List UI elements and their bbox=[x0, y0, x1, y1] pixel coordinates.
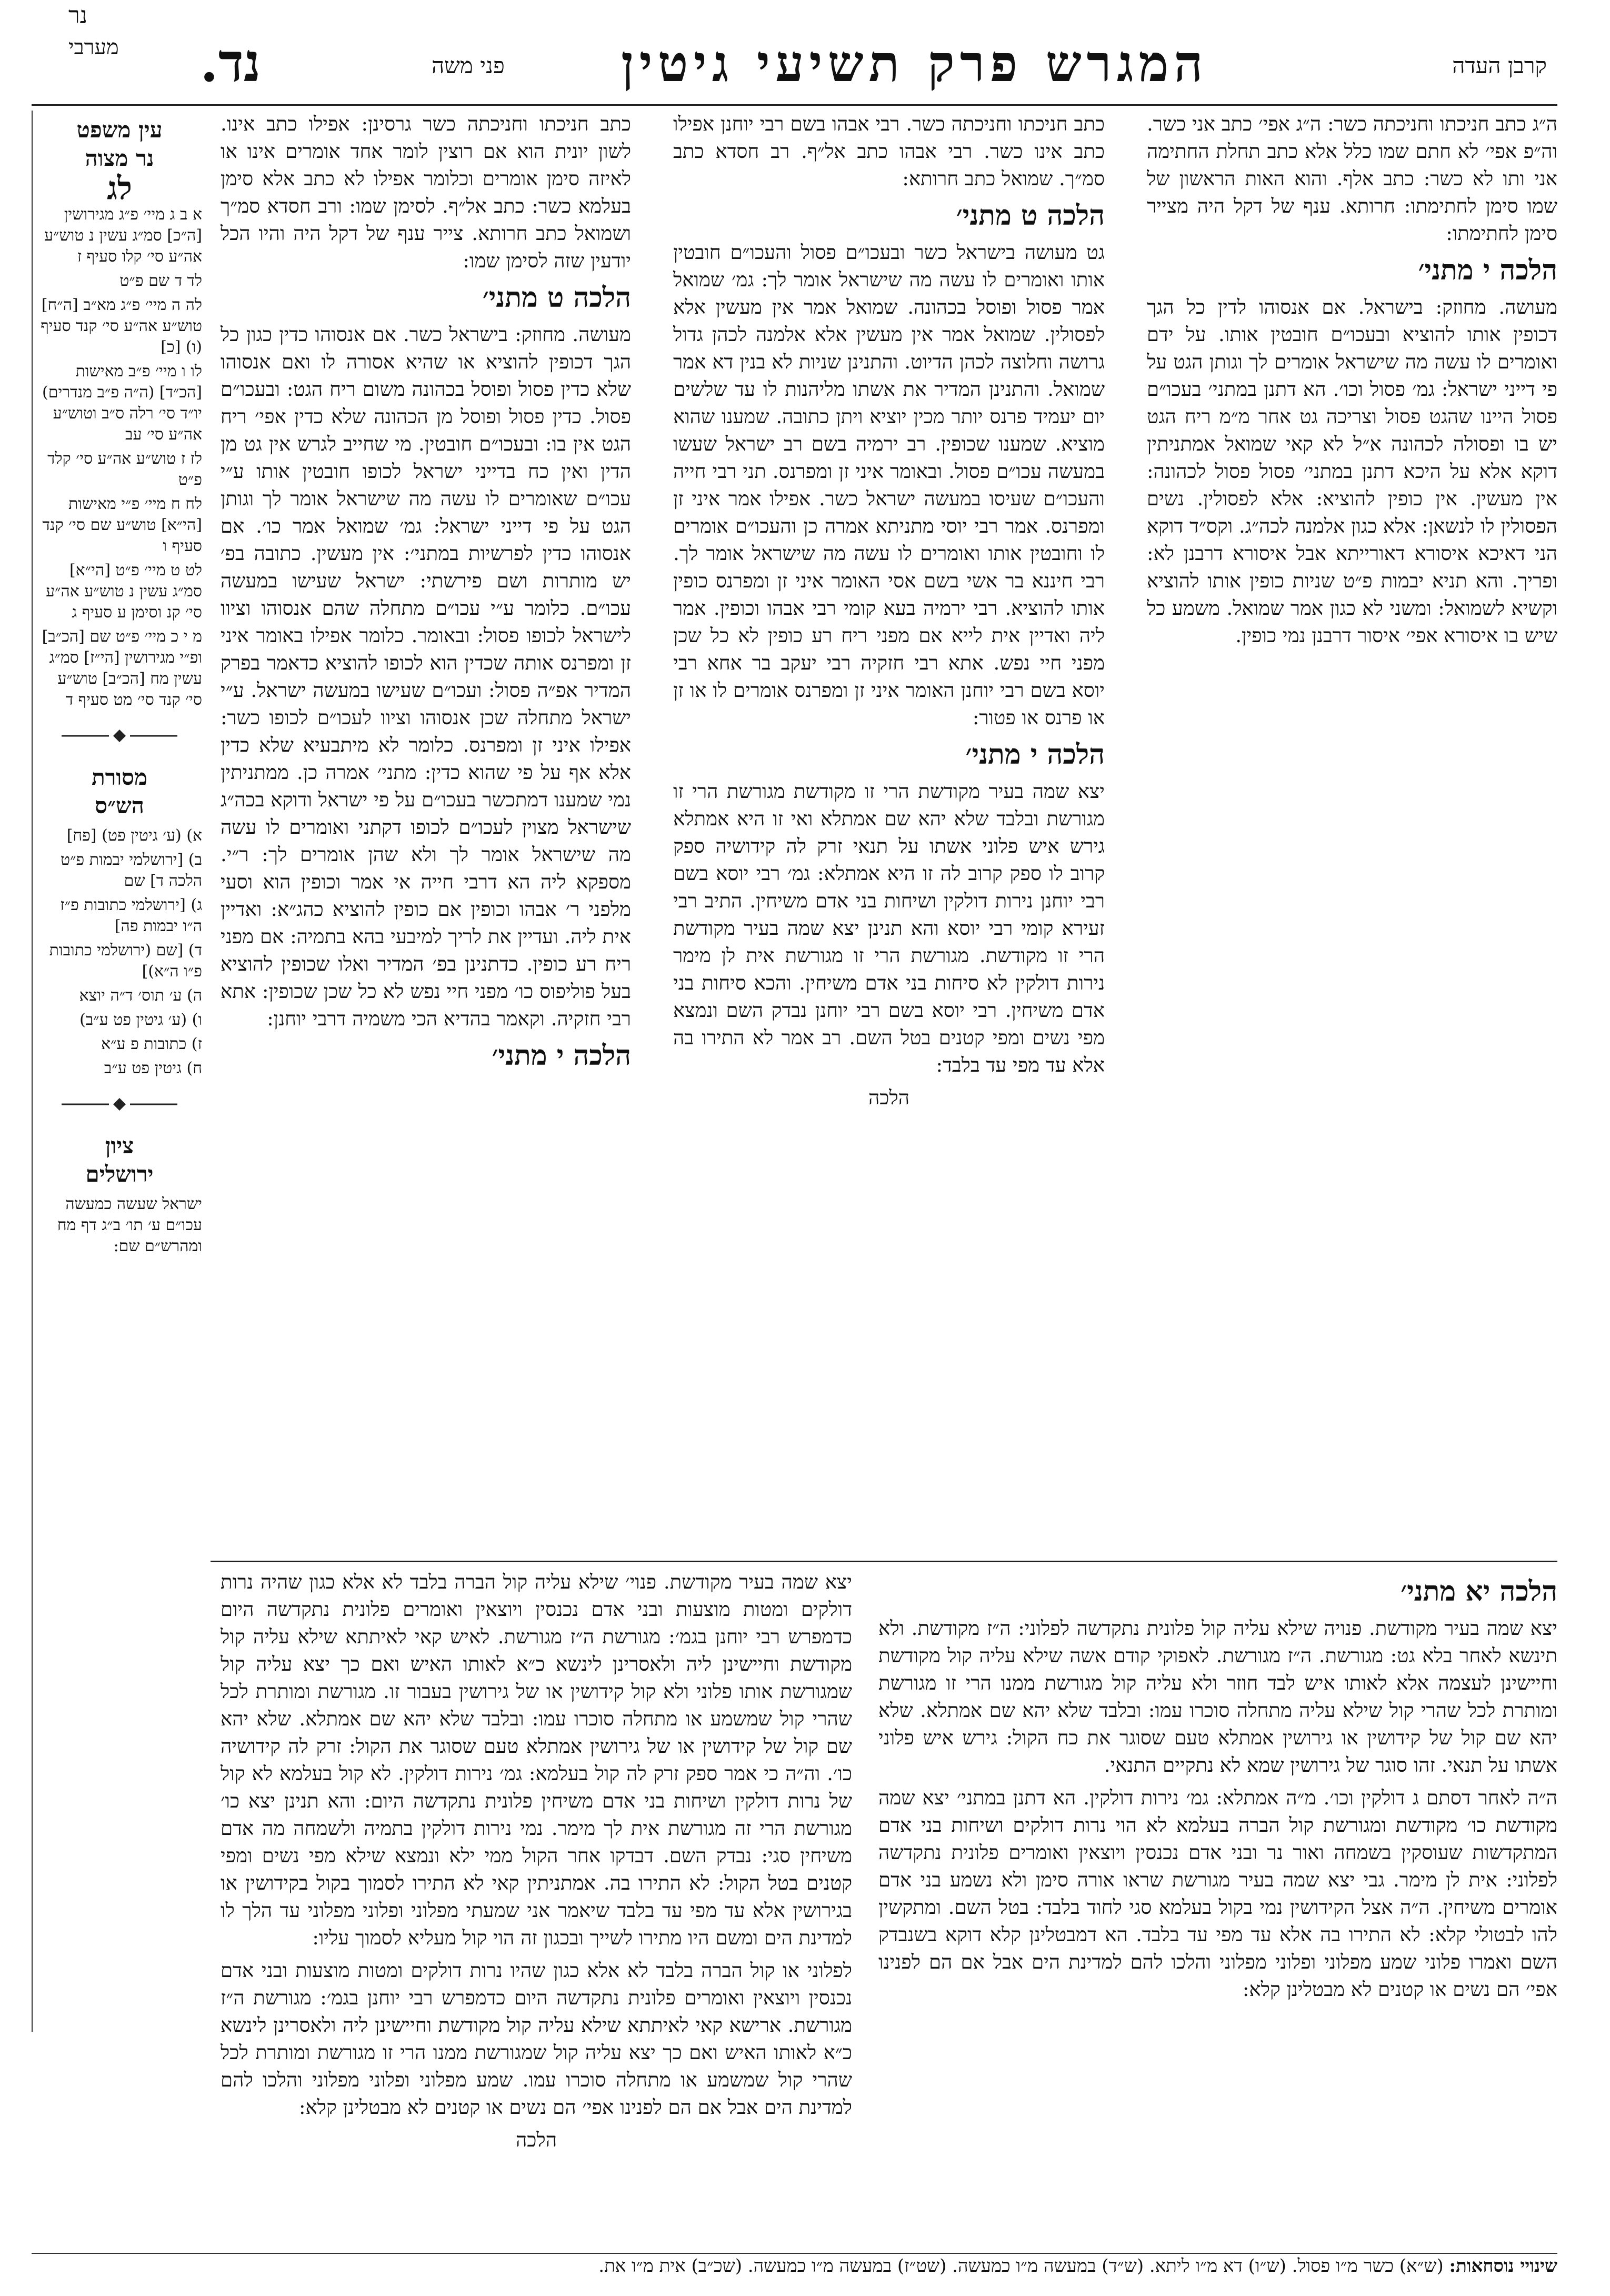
variant-readings-label: שינויי נוסחאות: bbox=[1449, 2255, 1557, 2277]
commentary-paragraph: כתב חניכתו וחניכתה כשר גרסינן: אפילו כתב אינו. לשון יונית הוא אם רוצין לומר אחד אומרים אינו או לאיזה סימן אומרים וכלומר אפילו לא כתב אלא סימן בעלמא כשר: כתב אל״ף. לסימן שמו: ורב חסדא סמ״ך ושמואל כתב חרותא. צייר ענף של דקל היה והיו הכל יודעין שזה לסימן שמו: bbox=[221, 113, 631, 272]
margin-item: לו ו מיי׳ פ״ב מאישות [הכ״ד] (ה״ה פ״ב מנדרים) יו״ד סי׳ רלה ס״ב וטוש״ע אה״ע סי׳ עב bbox=[42, 362, 202, 444]
halacha-heading: הלכה ט מתני׳ bbox=[482, 282, 631, 314]
yerushalayim-label: ירושלים bbox=[85, 1161, 154, 1187]
header-pnei-moshe: פני משה bbox=[432, 53, 505, 78]
commentary-paragraph: ה״ה לאחר דסתם ג דולקין וכו׳. מ״ה אמתלא: גמ׳ נירות דולקין. הא דתנן במתני׳ יצא שמה מקודשת כו׳ מקודשת ומגורשת קול הברה בעלמא לא הוי נרות דולקים ושיחות בני אדם המתקדשות שעוסקין בשמחה ואור נר ובני אדם נכנסין ויוצאין ואומרים פלונית נתקדשה לפלוני: אית לן מימר. גבי יצא שמה בעיר מגורשת שראו אורה סימן ולא נשמע בני אדם אומרים משיחין. ה״ה אצל הקידושין נמי בקול בעלמא סגי לחוד בלבד: בטל השם. ומתקשין להו לבטולי קלא: לא התירו בה אלא עד מפי עד בלבד. הא דמבטלינן קלא דוקא בשנבדק השם ואמרו פלוני שמע מפלוני ופלוני מפלוני והלכו להם למדינת הים אבל אם הם לפנינו אפי׳ הם נשים או קטנים לא מבטלינן קלא: bbox=[878, 1786, 1557, 2001]
header-ner-label: נר bbox=[68, 2, 87, 29]
tziyun-note: ישראל שעשה כמעשה עכו״ם ע׳ תו׳ ב״ג דף מח ומהרש״ם שם: bbox=[57, 1195, 202, 1255]
variant-readings-footer bbox=[32, 2253, 1557, 2280]
margin-column bbox=[32, 111, 206, 2032]
halacha-heading: הלכה י מתני׳ bbox=[492, 1040, 631, 1072]
header-maaravi-label: מערבי bbox=[68, 35, 119, 59]
section-rule bbox=[211, 1561, 1557, 1562]
main-text-paragraph: כתב חניכתו וחניכתה כשר. רבי אבהו בשם רבי יוחנן אפילו כתב אינו כשר. רבי אבהו כתב אל״ף. רב חסדא כתב סמ״ך. שמואל כתב חרותא: bbox=[673, 113, 1105, 190]
margin-item: לט ט מיי׳ פ״ט [הי״א] סמ״ג עשין נ טוש״ע אה״ע סי׳ קנ וסימן ע סעיף ג bbox=[46, 561, 202, 622]
commentary-paragraph: מעושה. מחוזק: בישראל כשר. אם אנסוהו כדין כגון כל הגך דכופין להוציא או שהיא אסורה לו ואם אנסוהו שלא כדין פסול ופוסל בכהונה משום ריח הגט: ובעכו״ם פסול. כדין פסול ופוסל מן הכהונה שלא כדין אפי׳ ריח הגט אין בו: ובעכו״ם חובטין. מי שחייב לגרש אין גט מן הדין ואין כח בדייני ישראל לכופו חובטין אותו ע״י עכו״ם שאומרים לו עשה מה שישראל אומר לך וגותן הגט על פי דייני ישראל: גמ׳ שמואל אמר כו׳. אם אנסוהו כדין לפרשיות במתני׳: אין מעשין. כתובה בפ׳ יש מותרות ושם פירשתי: ישראל שעישו במעשה עכו״ם. כלומר ע״י עכו״ם מתחלה שהם אנסוהו וציוו לישראל לכופו פסול: ובאומר. כלומר אפילו באומר איני זן ומפרנס אותה שכדין הוא לכופו להוציא כדאמר בפרק המדיר אפ״ה פסול: ועכו״ם שעישו במעשה ישראל. ע״י ישראל מתחלה שכן אנסוהו וציוו לעכו״ם לכופו כשר: אפילו איני זן ומפרנס. כלומר לא מיתבעיא שלא כדין אלא אף על פי שהוא כדין: מתני׳ אמרה כן. ממתניתין נמי שמענו דמתכשר בעכו״ם על פי ישראל ודוקא בכה״ג שישראל מצוין לעכו״ם לכופו דקתני ואומרים לו עשה מה שישראל אומר לך ולא שהן אומרים לך: ר״י. מספקא ליה הא דרבי חייה אי אמר וכופין הוא וסעי מלפני ר׳ אבהו וכופין אם כופין להוציא כהג״א: ואדיין אית ליה. ועדיין את לריך למיבעי בהא בתמיה: אם מפני ריח רע כופין. כדתנינן בפ׳ המדיר ואלו שכופין להוציא בעל פוליפוס כו׳ מפני חיי נפש לא כל שכן שכופין: אתא רבי חזקיה. וקאמר בהדיא הכי משמיה דרבי יוחנן: bbox=[221, 323, 631, 1030]
main-text-column bbox=[673, 111, 1105, 1426]
main-text-paragraph: גט מעושה בישראל כשר ובעכו״ם פסול והעכו״ם חובטין אותו ואומרים לו עשה מה שישראל אומר לך: גמ׳ שמואל אמר פסול ופוסל בכהונה. שמואל אמר אין מעשין אלא לפסולין. שמואל אמר אין מעשין אלא אלמנה לכהן גדול גרושה וחלוצה לכהן הדיוט. והתנינן שניות לא בנין דא אמר שמואל. והתנינן המדיר את אשתו מליהנות לו עד שלשים יום יעמיד פרנס יותר מכין יוציא ויתן כתובה. שמענו שהוא מוציא. שמענו שכופין. רב ירמיה בשם רב ישראל שעשו במעשה עכו״ם פסול. ובאומר איני זן ומפרנס. תני רבי חייה והעכו״ם שעיסו במעשה ישראל כשר. אפילו אמר איני זן ומפרנס. אמר רבי יוסי מתניתא אמרה כן והעכו״ם אומרים לו וחובטין אותו ואומרים לו עשה מה שישראל אומר לך. רבי חיננא בר אשי בשם אסי האומר איני זן ומפרנס כופין אותו להוציא. רבי ירמיה בעא קומי רבי אבהו וכופין. אמר ליה ואדיין אית לייא אם מפני ריח רע כופין לא כל שכן מפני חיי נפש. אתא רבי חזקיה רבי יעקב בר אחא רבי יוסא בשם רבי יוחנן האומר איני זן ומפרנס אומרים לו או זן או פרנס או פטור: bbox=[673, 241, 1105, 729]
halacha-footer-label: הלכה bbox=[868, 1086, 909, 1109]
margin-item: מ י כ מיי׳ פ״ט שם [הכ״ב] ופ״י מגירושין [הי״ז] סמ״ג עשין מח [הכ״ב] טוש״ע סי׳ קנד סי׳ מט סעיף ד bbox=[42, 627, 202, 709]
main-text-paragraph: יצא שמה בעיר מקודשת הרי זו מקודשת מגורשת הרי זו מגורשת ובלבד שלא יהא שם אמתלא ואי זו היא אמתלא גירש איש פלוני אשתו על תנאי זרק לה קידושיה ספק קרוב לו ספק קרוב לה זו היא אמתלא: גמ׳ רבי יוסא בשם רבי יוחנן נירות דולקין ושיחות בני אדם משיחין. התיב רבי זעירא קומי רבי יוסא והא תנינן יצא שמה בעיר מקודשת הרי זו מקודשת. מגורשת הרי זו מגורשת אית לן מימר נירות דולקין לא סיחות בני אדם משיחין. והכא סיחות בני אדם משיחין. רבי יוסא בשם רבי יוחנן נבדק השם ונמצא מפי נשים ומפי קטנים בטל השם. רב אמר לא התירו בה אלא עד מפי עד בלבד: bbox=[673, 780, 1105, 1076]
margin-item: לה ה מיי׳ פ״ג מא״ב [ה״ח] טוש״ע אה״ע סי׳ קנד סעיף (ו) [כ] bbox=[41, 296, 202, 356]
header-korban-haeda: קרבן העדה bbox=[1452, 53, 1547, 78]
commentary-paragraph: יצא שמה בעיר מקודשת. פנוי׳ שילא עליה קול הברה בלבד לא אלא כגון שהיה נרות דולקים ומטות מוצעות ובני אדם נכנסין ויוצאין ואומרים פלונית נתקדשה היום כדמפרש רבי יוחנן בגמ׳: מגורשת ה״ז מגורשת. לאיש קאי לאיתתא שילא עליה קול מקודשת וחיישינן ליה ולאסרינן לינשא כ״א לאותו האיש ואם כך יצא עליה קול שמגורשת אותו פלוני ולא קול קידושין או של גירושין בעבור זו. מגורשת ומותרת לכל שהרי קול שמשמע או מתחלה סוכרו עמו: ובלבד שלא יהא שם אמתלא. שלא יהא שם קול של קידושין או של גירושין אמתלא טעם שסוגר את הקול: זרק לה קידושיה כו׳. וה״ה כי אמר ספק זרק לה קול בעלמא: גמ׳ נירות דולקין. לא קול בעלמא לא קול של נרות דולקין ושיחות בני אדם משיחין פלונית נתקדשה היום: והא תנינן יצא כו׳ מגורשת הרי זה מגורשת אית לך מימר. נמי נירות דולקין בתמיה ולשמחה מה אדם משיחין סגי: נבדק השם. דבדקו אחר הקול ממי ילא ונמצא שילא מפי נשים ומפי קטנים בטל הקול: לא התירו בה. אמתניתין קאי לא התירו לסמוך בקול בקידושין או בגירושין אלא עד מפי עד בלבד שיאמר אני שמעתי מפלוני ופלוני מפלוני עד הלך לו למדינת הים ומשם היו מתירו לשייך ובכגון זה הוי קול מעליא לסמוך עליו: bbox=[221, 1571, 852, 1949]
commentary-paragraph: לפלוני או קול הברה בלבד לא אלא כגון שהיו נרות דולקים ומטות מוצעות ובני אדם נכנסין ויוצאין ואומרים פלונית נתקדשה היום כדמפרש רבי יוחנן בגמ׳: מגורשת ה״ז מגורשת. ארישא קאי לאיתתא שילא עליה קול מקודשת וחיישינן ליה ולאסרינן לינשא כ״א לאותו האיש ואם כך יצא עליה קול שמגורשת ממנו הרי זו מגורשת ומותרת לכל שהרי קול שמשמע או מתחלה סוכרו עמו. שמע מפלוני ופלוני מפלוני והלכו להם למדינת הים אבל אם הם לפנינו אפי׳ הם נשים או קטנים לא מבטלינן קלא: bbox=[221, 1959, 852, 2119]
korban-haeda-bottom bbox=[878, 1569, 1557, 2190]
masoret-item: ד) [שם (ירושלמי כתובות פ״ו ה״א)] bbox=[49, 941, 202, 981]
masoret-item: ז) כתובות פ ע״א bbox=[101, 1035, 202, 1053]
ner-mitzva-label: נר מצוה bbox=[85, 145, 154, 171]
ein-mishpat-title bbox=[33, 116, 206, 173]
margin-section-number: לג bbox=[107, 170, 132, 207]
masoret-item: ו) (ע׳ גיטין פט ע״ב) bbox=[79, 1011, 202, 1029]
hashas-label: הש״ס bbox=[95, 793, 144, 818]
pnei-moshe-column bbox=[221, 111, 631, 1532]
variant-readings-text: (ש״א) כשר מ״ו פסול. (ש״ו) דא מ״ו ליתא. (ש״ד) במעשה מ״ו כמעשה. (שט״ז) במעשה מ״ו כמעשה. (שכ״ב) אית מ״ו את. bbox=[598, 2255, 1444, 2277]
commentary-paragraph: ה״ג כתב חניכתו וחניכתה כשר: ה״ג אפי׳ כתב אני כשר. וה״פ אפי׳ לא חתם שמו כלל אלא כתב תחלת החתימה אני ותו לא כשר: כתב אלף. והוא האות הראשון של שמו סימן לחתימתו: חרותא. ענף של דקל היה מצייר סימן לחתימתו: bbox=[1147, 113, 1557, 245]
pnei-moshe-bottom bbox=[221, 1569, 852, 2190]
commentary-paragraph: מעושה. מחוזק: בישראל. אם אנסוהו לדין כל הגך דכופין אותו להוציא ובעכו״ם חובטין אותו. על ידם ואומרים לו עשה מה שישראל אומרים לך וגותן הגט על פי דייני ישראל: גמ׳ פסול וכו׳. הא דתנן במתני׳ בעכו״ם פסול היינו שהגט פסול וצריכה גט אחר מ״מ ריח הגט יש בו ופסולה לכהונה א״ל לא קאי שמואל אמתניתין דוקא אלא על היכא דתנן במתני׳ פסול פסול לכהונה: אין מעשין. אין כופין להוציא: אלא לפסולין. נשים הפסולין לו לנשאן: אלא כגון אלמנה לכה״ג. וקס״ד דוקא הני דאיכא איסורא דאורייתא אבל איסורא דרבנן לא: ופריך. והא תניא יבמות פ״ט שניות כופין אותו להוציא וקשיא לשמואל: ומשני לא כגון אמר שמואל. משמע כל שיש בו איסורא אפי׳ איסור דרבנן נמי כופין. bbox=[1147, 296, 1557, 647]
masoret-item: ב) [ירושלמי יבמות פ״ט הלכה ד] שם bbox=[61, 851, 202, 890]
margin-item: א ב ג מיי׳ פ״ג מגירושין [ה״כ] סמ״ג עשין נ טוש״ע אה״ע סי׳ קלו סעיף ז bbox=[44, 205, 202, 266]
tziyun-label: ציון bbox=[105, 1133, 134, 1159]
page-number: נד. bbox=[200, 32, 261, 94]
ornament-divider bbox=[33, 726, 206, 747]
masoret-item: א) (ע׳ גיטין פט) [פח] bbox=[66, 826, 202, 845]
masoret-label: מסורת bbox=[92, 764, 147, 790]
masoret-item: ח) גיטין פט ע״ב bbox=[104, 1059, 202, 1077]
masoret-item: ג) [ירושלמי כתובות פ״ז ה״ו יבמות פה] bbox=[60, 896, 202, 935]
halacha-heading: הלכה י מתני׳ bbox=[965, 738, 1105, 771]
margin-item: לז ז טוש״ע אה״ע סי׳ קלד פ״ט bbox=[47, 450, 202, 489]
masoret-item: ה) ע׳ תוס׳ ד״ה יוצא bbox=[79, 986, 202, 1005]
halacha-heading: הלכה ט מתני׳ bbox=[956, 199, 1105, 232]
ornament-icon bbox=[56, 728, 183, 744]
masoret-title bbox=[33, 763, 206, 820]
ornament-divider bbox=[33, 1095, 206, 1116]
halacha-heading: הלכה יא מתני׳ bbox=[1401, 1575, 1557, 1608]
ein-mishpat-label: עין משפט bbox=[76, 117, 163, 143]
korban-haeda-column bbox=[1147, 111, 1557, 1563]
halacha-heading: הלכה י מתני׳ bbox=[1418, 254, 1557, 286]
header-rule bbox=[32, 104, 1557, 106]
margin-item: לח ח מיי׳ פ״י מאישות [הי״א] טוש״ע שם סי׳ קנד סעיף ו bbox=[42, 495, 202, 555]
page-title: המגרש פרק תשיעי גיטין bbox=[621, 34, 1208, 93]
commentary-paragraph: יצא שמה בעיר מקודשת. פנויה שילא עליה קול פלונית נתקדשה לפלוני: ה״ז מקודשת. ולא תינשא לאחר בלא גט: מגורשת. ה״ז מגורשת. לאפוקי קודם אשה שילא עליה קול מקודשת וחיישינן לעצמה אלא לאותו איש לבד חוזר ולא עליה קול מגורשת ממנו הרי זו מגורשת ומותרת לכל שהרי קול שילא עליה מתחלה סוכרו עמו: ובלבד שלא יהא שם אמתלא. שלא יהא שם קול של קידושין או גירושין אמתלא טעם שסוגר את כח הקול: גירש איש פלוני אשתו על תנאי. זהו סוגר של גירושין שמא לא נתקיים התנאי. bbox=[878, 1617, 1557, 1776]
tziyun-title bbox=[33, 1132, 206, 1189]
halacha-footer-label: הלכה bbox=[516, 2129, 557, 2151]
ornament-icon bbox=[56, 1096, 183, 1112]
margin-item: לד ד שם פ״ט bbox=[119, 272, 202, 290]
